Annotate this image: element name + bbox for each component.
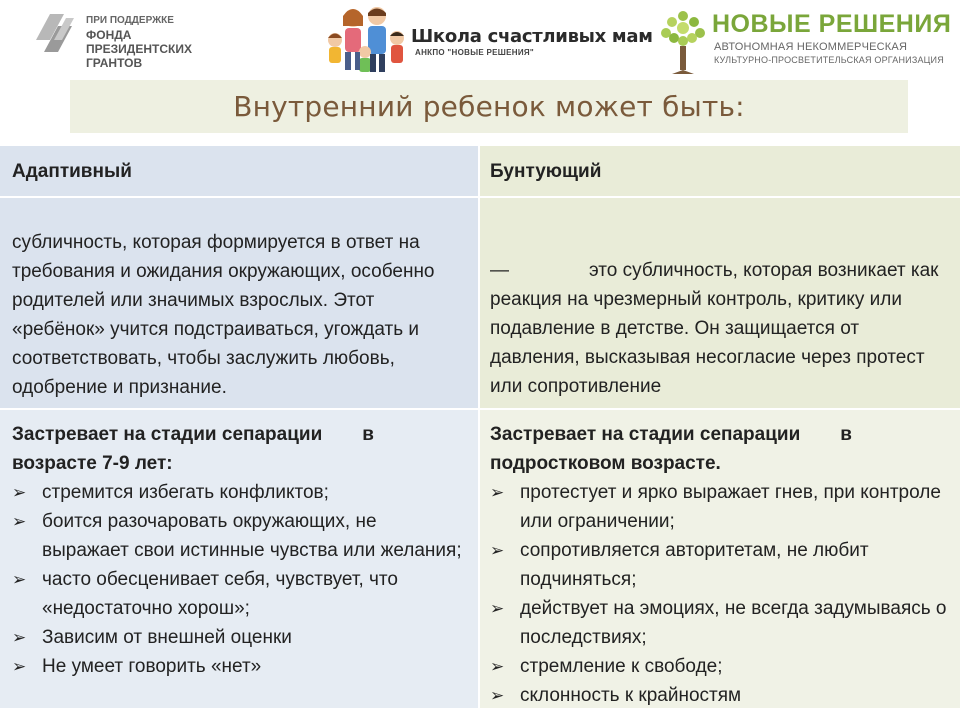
arrowhead-bullet-icon: ➢ [490, 483, 505, 502]
fund-line-3: ПРЕЗИДЕНТСКИХ [86, 42, 192, 56]
comparison-table [0, 146, 960, 710]
stage-heading-adaptive-part2: в [362, 424, 374, 445]
fund-line-2: ФОНДА [86, 28, 132, 42]
family-illustration-icon [325, 4, 411, 76]
school-title: Школа счастливых мам [411, 26, 653, 47]
list-item: ➢ боится разочаровать окружающих, не выражает свои истинные чувства или желания; [12, 507, 466, 565]
fund-emblem-icon [30, 10, 80, 56]
fund-line-1: ПРИ ПОДДЕРЖКЕ [86, 15, 174, 26]
slide-title: Внутренний ребенок может быть: [233, 90, 745, 123]
list-item: ➢ склонность к крайностям [490, 681, 948, 710]
arrowhead-bullet-icon: ➢ [12, 483, 27, 502]
arrowhead-bullet-icon: ➢ [490, 541, 505, 560]
description-dash: — [490, 260, 509, 281]
stage-heading-adaptive-part3: возрасте 7-9 лет: [12, 453, 173, 474]
fund-line-4: ГРАНТОВ [86, 56, 143, 70]
list-item: ➢ действует на эмоциях, не всегда задумываясь о последствиях; [490, 594, 948, 652]
presidential-grants-fund-logo [30, 10, 230, 70]
description-text-adaptive: субличность, которая формируется в ответ на требования и ожидания окружающих, особенно родителей или значимых взрослых. Этот «ребёнок» учится подстраиваться, угождать и соответствовать, чтобы заслужить любовь, одобрение и признание. [12, 232, 435, 398]
stage-heading-rebellious-part2: в [840, 424, 852, 445]
list-item: ➢ Не умеет говорить «нет» [12, 652, 466, 681]
stage-heading-rebellious-part1: Застревает на стадии сепарации [490, 424, 801, 445]
list-item: ➢ стремление к свободе; [490, 652, 948, 681]
org-subtitle-1: АВТОНОМНАЯ НЕКОММЕРЧЕСКАЯ [714, 41, 908, 53]
arrowhead-bullet-icon: ➢ [12, 512, 27, 531]
header-cell-rebellious: Бунтующий [480, 146, 960, 196]
org-title: НОВЫЕ РЕШЕНИЯ [712, 10, 952, 38]
list-item: ➢ Зависим от внешней оценки [12, 623, 466, 652]
table-row-stage [0, 410, 960, 710]
stage-heading-rebellious [490, 420, 948, 478]
header [0, 0, 960, 80]
list-item: ➢ сопротивляется авторитетам, не любит подчиняться; [490, 536, 948, 594]
rebellious-traits-list [490, 478, 948, 710]
school-subtitle: АНКПО "НОВЫЕ РЕШЕНИЯ" [415, 48, 535, 57]
header-cell-adaptive: Адаптивный [0, 146, 480, 196]
arrowhead-bullet-icon: ➢ [12, 657, 27, 676]
list-item: ➢ протестует и ярко выражает гнев, при контроле или ограничении; [490, 478, 948, 536]
arrowhead-bullet-icon: ➢ [490, 599, 505, 618]
description-cell-adaptive [0, 198, 480, 408]
new-solutions-logo [658, 8, 952, 74]
description-cell-rebellious [480, 198, 960, 408]
slide-title-banner [70, 80, 908, 133]
arrowhead-bullet-icon: ➢ [12, 570, 27, 589]
tree-icon [658, 8, 708, 74]
arrowhead-bullet-icon: ➢ [490, 686, 505, 705]
stage-cell-adaptive [0, 410, 480, 708]
description-text-rebellious: это субличность, которая возникает как реакция на чрезмерный контроль, критику или подавление в детстве. Он защищается от давления, высказывая несогласие через протест или сопротивление [490, 260, 939, 397]
fund-text [86, 14, 192, 70]
list-item: ➢ часто обесценивает себя, чувствует, что «недостаточно хорош»; [12, 565, 466, 623]
table-row-description [0, 198, 960, 410]
arrowhead-bullet-icon: ➢ [490, 657, 505, 676]
stage-cell-rebellious [480, 410, 960, 708]
stage-heading-rebellious-part3: подростковом возрасте. [490, 453, 721, 474]
stage-heading-adaptive-part1: Застревает на стадии сепарации [12, 424, 323, 445]
adaptive-traits-list [12, 478, 466, 681]
happy-moms-school-logo [325, 4, 653, 76]
org-subtitle-2: КУЛЬТУРНО-ПРОСВЕТИТЕЛЬСКАЯ ОРГАНИЗАЦИЯ [714, 55, 944, 65]
table-header-row [0, 146, 960, 198]
arrowhead-bullet-icon: ➢ [12, 628, 27, 647]
stage-heading-adaptive [12, 420, 466, 478]
list-item: ➢ стремится избегать конфликтов; [12, 478, 466, 507]
